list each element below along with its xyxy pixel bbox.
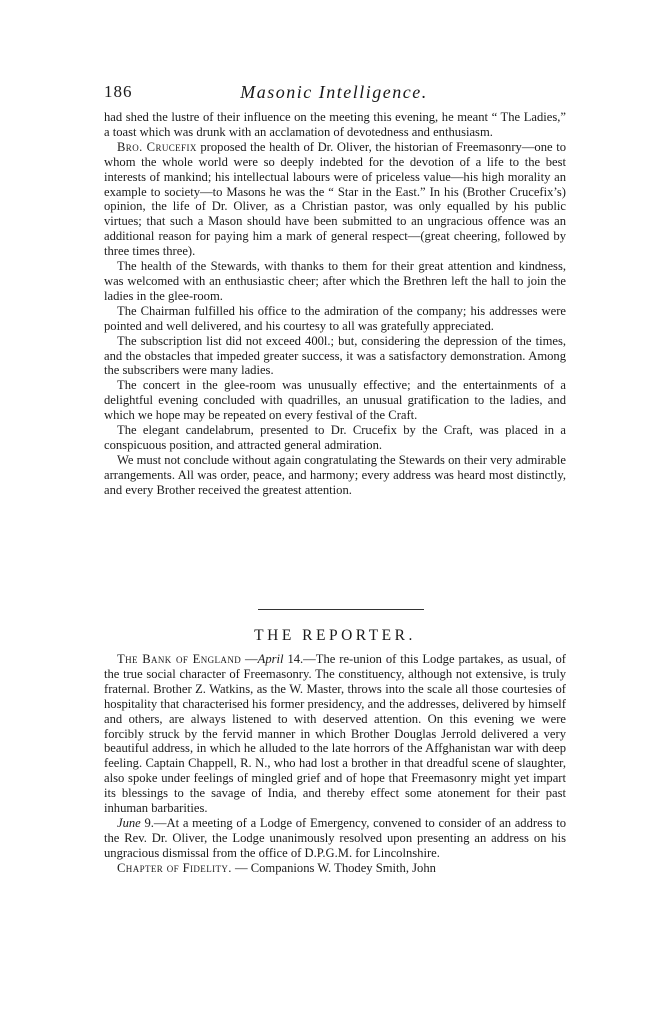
date-month: June xyxy=(117,815,141,830)
paragraph-candelabrum: The elegant candelabrum, presented to Dr. Crucefix by the Craft, was placed in a conspicuous position, and attracted general admiration. xyxy=(104,423,566,452)
paragraph-bank-of-england: The Bank of England —April 14.—The re-union of this Lodge partakes, as usual, of the true social character of Freemasonry. The constituency, although not extensive, is truly fraternal. Brother Z. Watkins, as the W. Master, throws into the scale all those courtesies of hospitality that characterised his former presidency, and the addresses, delivered by himself and others, are always listened to with deserved attention. On this evening we were forcibly struck by the fervid manner in which Brother Douglas Jerrold delivered a very beautiful address, in which he alluded to the late horrors of the Affghanistan war with deep feeling. Captain Chappell, R. N., who had lost a brother in that dreadful scene of slaughter, also spoke under feelings of mingled grief and of hope that Freemasonry might yet impart its blessings to the savage of India, and thereby effect some atonement for their past inhuman barbarities. xyxy=(104,652,567,816)
speaker-name: Bro. Crucefix xyxy=(117,139,197,154)
chapter-name: Chapter of Fidelity. xyxy=(117,860,232,875)
section-divider xyxy=(258,609,424,610)
date-month: April xyxy=(257,652,284,666)
paragraph-stewards-health: The health of the Stewards, with thanks to them for their great attention and kindness, was welcomed with an enthusiastic cheer; after which the Brethren left the hall to join the ladies in the glee-room. xyxy=(104,259,566,303)
paragraph-crucefix-proposal: Bro. Crucefix proposed the health of Dr. Oliver, the historian of Freemasonry—one to whom the whole world were so deeply indebted for the devotion of a life to the best interests of mankind; his intellectual labours were of priceless value—his high morality an example to society—to Masons he was the “ Star in the East.” In his (Brother Crucefix’s) opinion, the life of Dr. Oliver, as a Christian pastor, was only equalled by his public virtues; that such a Mason should have been submitted to an ungracious offence was an additional reason for paying him a mark of general respect—(great cheering, followed by three times three). xyxy=(104,139,566,259)
paragraph-lodge-emergency: June 9.—At a meeting of a Lodge of Emergency, convened to consider of an address to the Rev. Dr. Oliver, the Lodge unanimously resolved upon presenting an address on his ungracious dismissal from the office of D.P.G.M. for Lincolnshire. xyxy=(104,815,566,860)
paragraph-chapter-fidelity: Chapter of Fidelity. — Companions W. Thodey Smith, John xyxy=(117,860,436,875)
article-body xyxy=(104,110,566,498)
page-number: 186 xyxy=(104,82,133,101)
running-title: Masonic Intelligence. xyxy=(240,82,428,102)
page-header xyxy=(104,82,564,106)
lodge-name: The Bank of England xyxy=(117,652,242,666)
paragraph-ladies-toast: had shed the lustre of their influence on the meeting this evening, he meant “ The Ladies,” a toast which was drunk with an acclamation of devotedness and enthusiasm. xyxy=(104,110,566,139)
section-heading: THE REPORTER. xyxy=(254,627,416,644)
paragraph-chairman: The Chairman fulfilled his office to the admiration of the company; his addresses were pointed and well delivered, and his courtesy to all was gratefully appreciated. xyxy=(104,303,566,333)
paragraph-concert: The concert in the glee-room was unusually effective; and the entertainments of a delightful evening concluded with quadrilles, an unusual gratification to the ladies, and which we hope may be repeated on every festival of the Craft. xyxy=(104,378,566,423)
paragraph-subscription: The subscription list did not exceed 400l.; but, considering the depression of the times, and the obstacles that impeded greater success, it was a satisfactory demonstration. Among the subscribers were many ladies. xyxy=(104,333,566,378)
paragraph-conclusion: We must not conclude without again congratulating the Stewards on their very admirable arrangements. All was order, peace, and harmony; every address was heard most distinctly, and every Brother received the greatest attention. xyxy=(104,452,566,497)
reporter-section xyxy=(104,652,566,876)
